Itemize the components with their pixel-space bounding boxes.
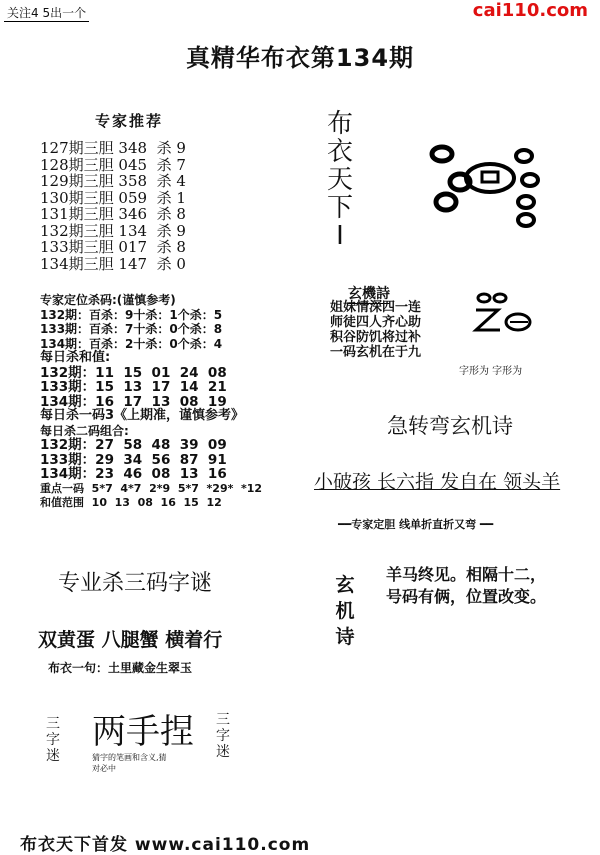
site-logo-text[interactable]: cai110.com: [472, 0, 588, 21]
vert-char: 字: [46, 732, 60, 748]
xjs-vertical: [334, 572, 356, 650]
expert-row: 134期三胆 147 杀 0: [40, 254, 186, 273]
buyi-vertical: [324, 110, 356, 250]
shape-label: 字形为 字形为: [459, 366, 523, 377]
expert-row: 130期三胆 059 杀 1: [40, 188, 186, 207]
poem-title: 玄機詩: [348, 283, 390, 304]
vert-char: 下: [326, 193, 353, 223]
expert-dd: ━━专家定胆 线单折直折又弯 ━━: [338, 518, 494, 531]
poem-line: 羊马终见。相隔十二，: [386, 565, 547, 584]
vert-char: 机: [335, 600, 355, 622]
killcode-row: 133期：百杀：7十杀：0个杀：8: [40, 322, 223, 336]
killcode-title: 专家定位杀码:(谨慎参考): [40, 293, 176, 307]
hint-line: 猜字的笔画和含义,猜: [92, 753, 167, 762]
left-vertical-label: [44, 716, 62, 764]
one-code: 每日杀一码3《上期准，谨慎参考》: [40, 408, 245, 423]
vert-char: 玄: [335, 574, 355, 596]
two-title: 每日杀二码组合:: [40, 423, 129, 438]
sum-title: 每日杀和值:: [40, 350, 111, 365]
poem-text: [330, 300, 421, 360]
footer-text[interactable]: 布衣天下首发 www.cai110.com: [20, 835, 311, 855]
vert-char: 三: [46, 716, 60, 732]
circle-pictogram-icon: [420, 140, 560, 230]
vert-char: 迷: [46, 748, 60, 764]
vert-char: 天: [326, 165, 353, 195]
riddle-main: 两手捏: [92, 712, 194, 752]
two-row: 134期：23 46 08 13 16: [40, 466, 227, 482]
expert-row: 131期三胆 346 杀 8: [40, 205, 186, 223]
two-row: 132期：27 58 48 39 09: [40, 437, 227, 453]
two-row: 133期：29 34 56 87 91: [40, 451, 227, 468]
page-title: 真精华布衣第134期: [185, 44, 415, 72]
sum-row: 134期：16 17 13 08 19: [40, 393, 227, 410]
poem-line: 积谷防饥将过补: [330, 330, 422, 345]
sum-row: 133期：15 13 17 14 21: [40, 379, 227, 395]
poem-line: 姐妹情深四一连: [330, 300, 422, 315]
vert-char: 三: [216, 712, 230, 728]
riddle-title: 专业杀三码字谜: [58, 571, 213, 596]
riddle-text: 双黄蛋 八腿蟹 横着行: [38, 629, 223, 651]
expert-row: 129期三胆 358 杀 4: [40, 172, 186, 190]
sum-row: 132期：11 15 01 24 08: [40, 364, 227, 381]
expert-row: 133期三胆 017 杀 8: [40, 238, 186, 256]
yangma-poem: [386, 564, 546, 608]
hint-line: 对必中: [92, 764, 116, 773]
vert-char: 迷: [216, 744, 230, 760]
killcode-row: 132期：百杀：9十杀：1个杀：5: [40, 307, 223, 322]
expert-row: 128期三胆 045 杀 7: [40, 155, 186, 174]
riddle-phrase: [314, 467, 560, 494]
killcode-panel: [40, 293, 262, 511]
shape-pictogram-icon: [470, 290, 540, 340]
span-range: 和值范围 10 13 08 16 15 12: [40, 496, 222, 509]
killcode-row: 134期：百杀：2十杀：0个杀：4: [40, 336, 223, 351]
poem-line: 师徒四人齐心助: [330, 315, 422, 330]
vert-char: 布: [326, 109, 353, 139]
vert-char: I: [336, 221, 344, 251]
poem-line: 一码玄机在于九: [330, 345, 422, 360]
expert-title: 专家推荐: [95, 112, 164, 130]
expert-list: [40, 140, 186, 272]
riddle-phrase-text: 小破孩 长六指 发自在 领头羊: [314, 471, 561, 493]
vert-char: 诗: [335, 626, 355, 648]
expert-row: 132期三胆 134 杀 9: [40, 221, 186, 240]
vert-char: 衣: [326, 137, 353, 167]
riddle-poem-title: 急转弯玄机诗: [387, 414, 513, 438]
buyi-sentence: 布衣一句：土里藏金生翠玉: [48, 661, 193, 675]
expert-row: 127期三胆 348 杀 9: [40, 139, 186, 157]
riddle-hint: [92, 752, 167, 774]
top-note: 关注4 5出一个: [4, 4, 89, 22]
focus-code: 重点一码 5*7 4*7 2*9 5*7 *29* *12: [40, 481, 263, 495]
right-vertical-label: [214, 712, 232, 760]
poem-line: 号码有俩，位置改变。: [386, 587, 547, 606]
vert-char: 字: [216, 728, 230, 744]
